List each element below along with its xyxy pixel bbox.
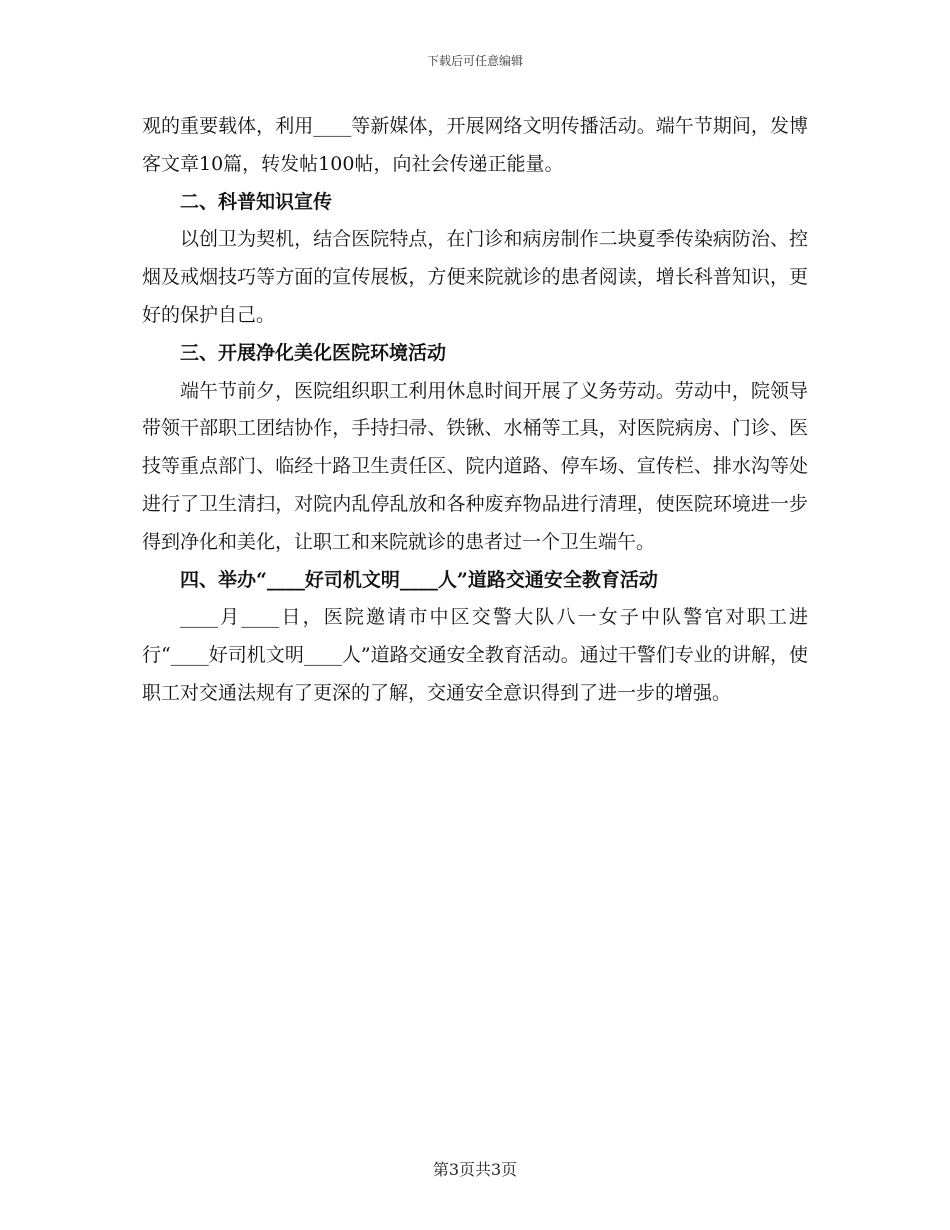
paragraph-continued: 观的重要载体，利用____等新媒体，开展网络文明传播活动。端午节期间，发博客文章10篇，转发帖100帖，向社会传递正能量。 [142,115,808,175]
section-heading-2: 二、科普知识宣传 [180,190,333,213]
section-heading-3: 三、开展净化美化医院环境活动 [180,341,447,364]
paragraph-4: ____月____日，医院邀请市中区交警大队八一女子中队警官对职工进行“____好司机文明____人”道路交通安全教育活动。通过干警们专业的讲解，使职工对交通法规有了更深的了解，交通安全意识得到了进一步的增强。 [142,606,808,704]
document-body [142,108,808,713]
page-number: 第3页共3页 [432,1160,518,1179]
paragraph-3: 端午节前夕，医院组织职工利用休息时间开展了义务劳动。劳动中，院领导带领干部职工团结协作，手持扫帚、铁锹、水桶等工具，对医院病房、门诊、医技等重点部门、临经十路卫生责任区、院内道路、停车场、宣传栏、排水沟等处进行了卫生清扫，对院内乱停乱放和各种废弃物品进行清理，使医院环境进一步得到净化和美化，让职工和来院就诊的患者过一个卫生端午。 [142,379,808,553]
page-header: 下载后可任意编辑 [426,54,523,68]
paragraph-2: 以创卫为契机，结合医院特点，在门诊和病房制作二块夏季传染病防治、控烟及戒烟技巧等方面的宣传展板，方便来院就诊的患者阅读，增长科普知识，更好的保护自己。 [142,228,808,326]
section-heading-4: 四、举办“____好司机文明____人”道路交通安全教育活动 [180,568,658,591]
